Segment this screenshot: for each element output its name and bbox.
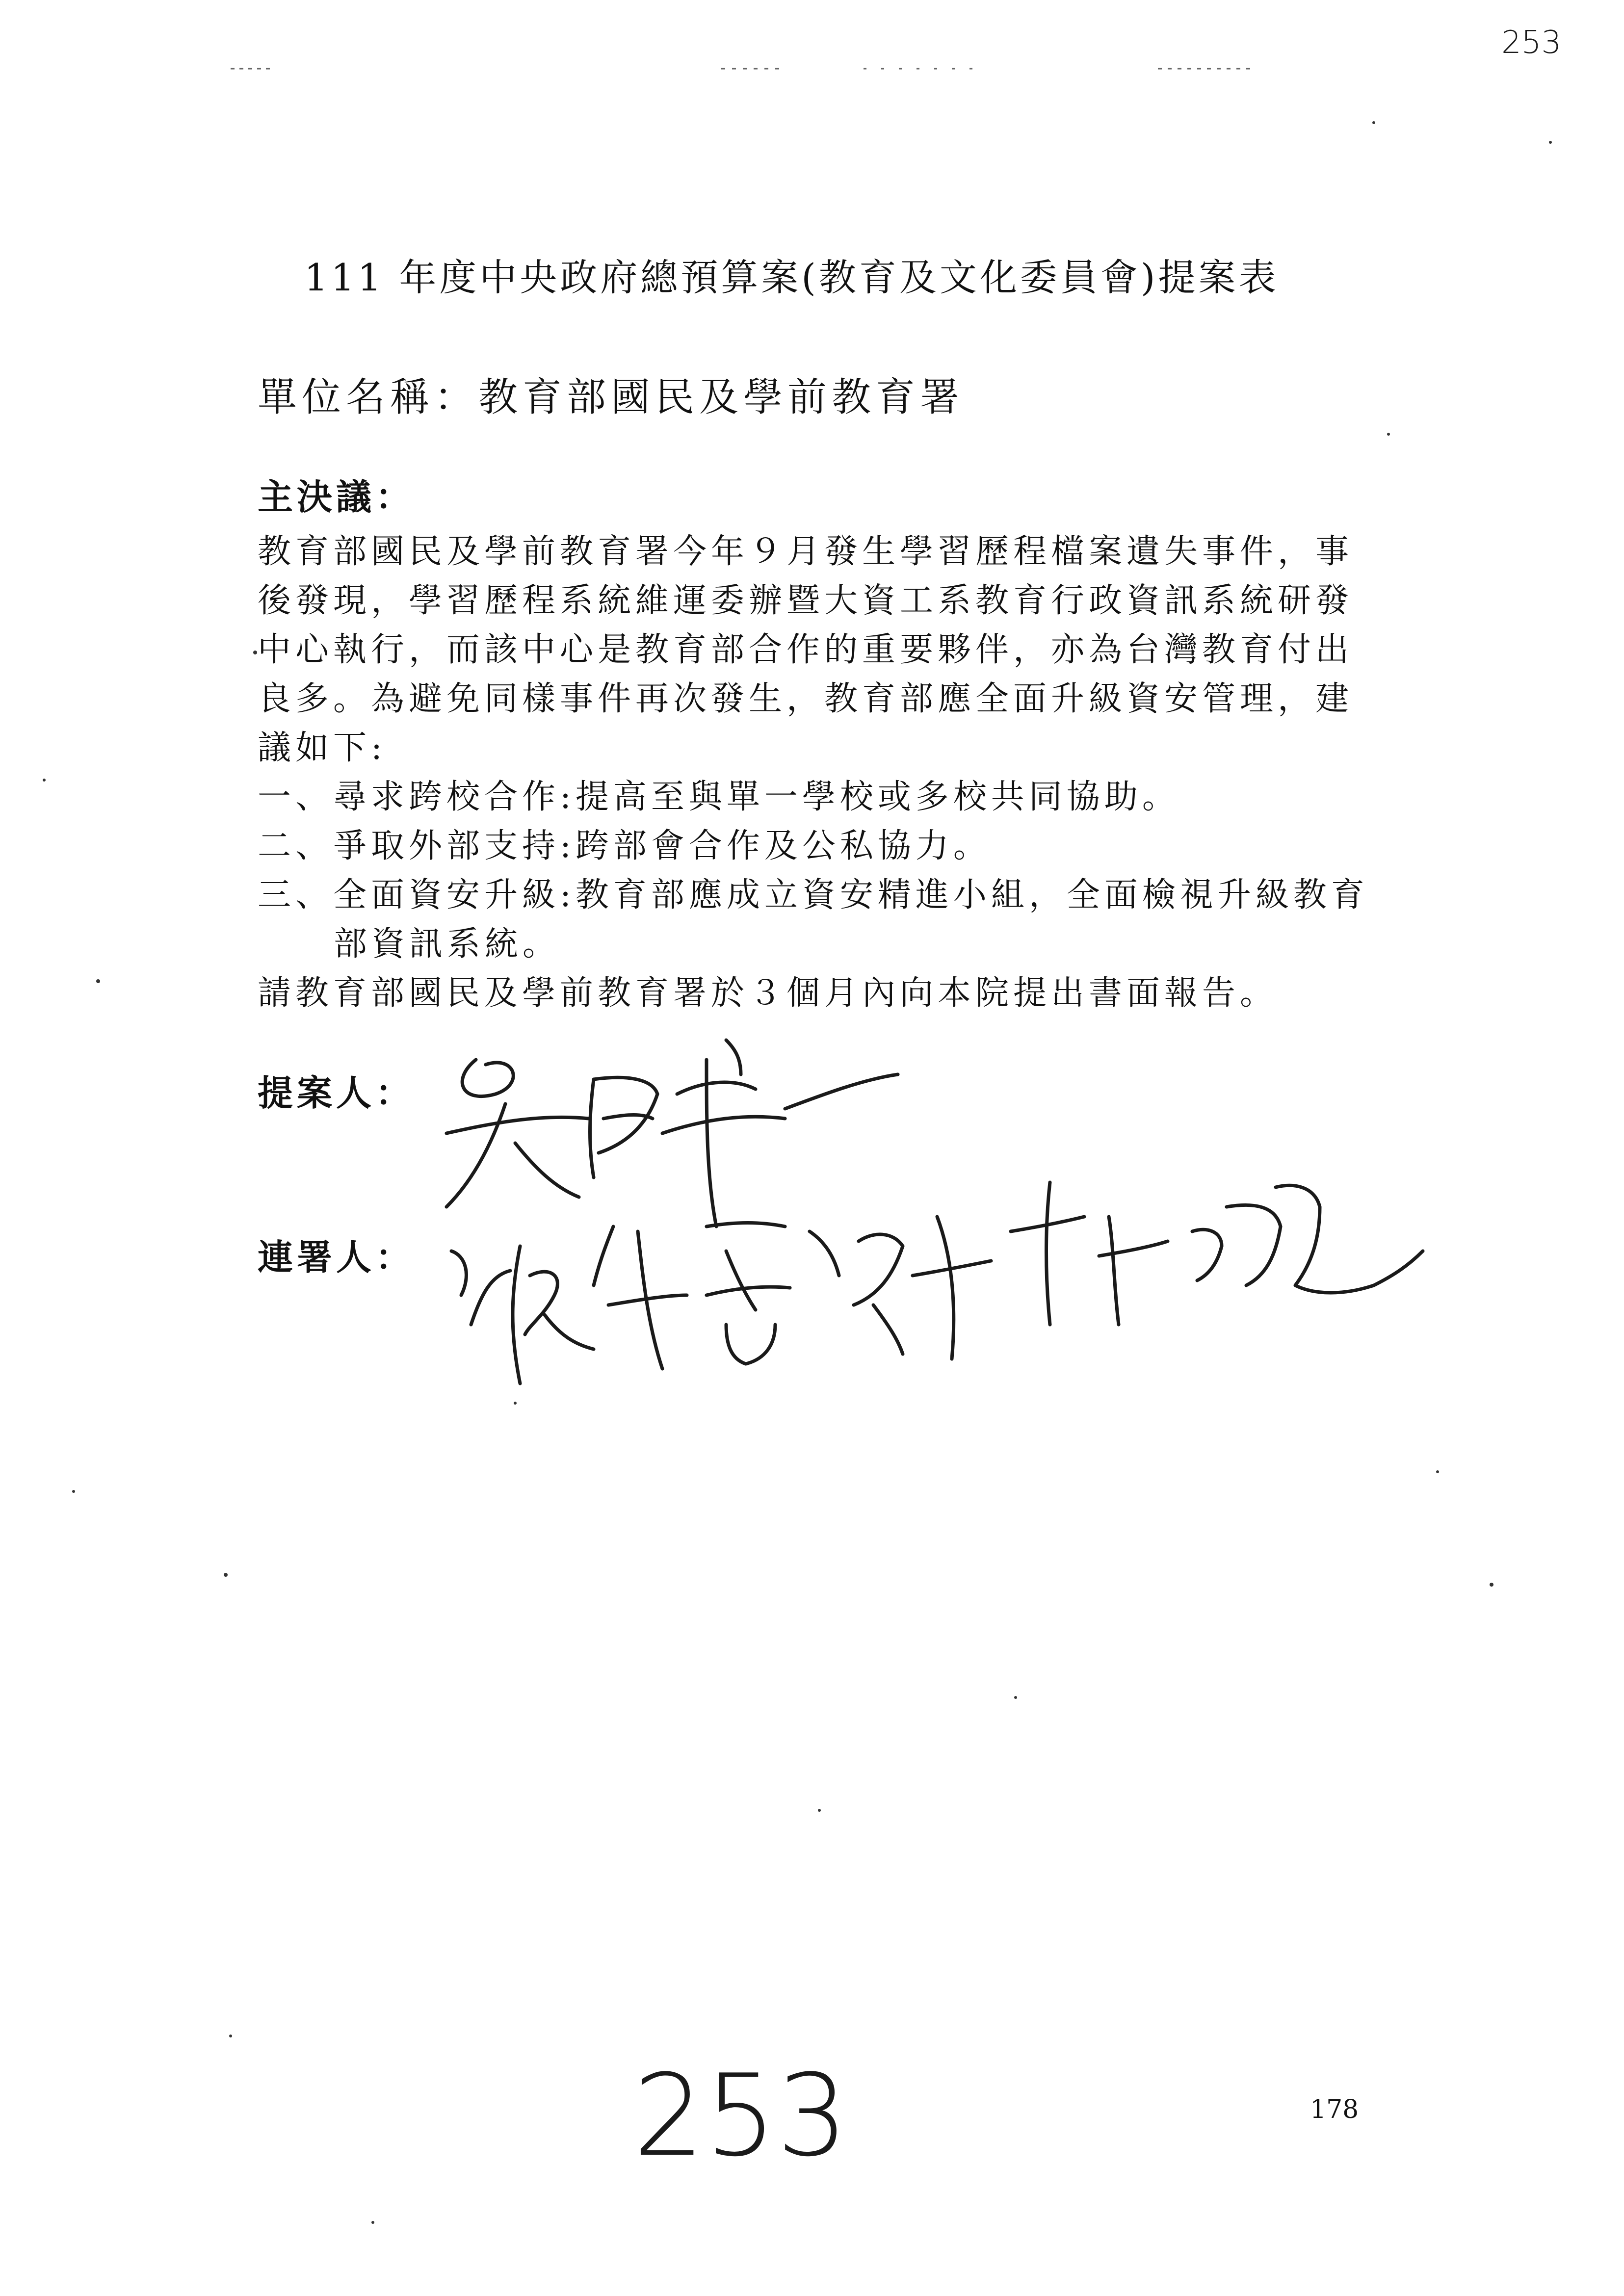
handwritten-signatures xyxy=(432,1020,1438,1437)
resolution-body xyxy=(258,527,1381,1018)
unit-name: 單位名稱：教育部國民及學前教育署 xyxy=(258,374,964,420)
resolution-item: 三、全面資安升級:教育部應成立資安精進小組，全面檢視升級教育部資訊系統。 xyxy=(258,876,1369,964)
resolution-heading: 主決議： xyxy=(258,476,415,518)
resolution-item: 二、爭取外部支持:跨部會合作及公私協力。 xyxy=(258,827,991,865)
resolution-item: 一、尋求跨校合作:提高至與單一學校或多校共同協助。 xyxy=(258,778,1180,816)
resolution-closing: 請教育部國民及學前教育署於３個月內向本院提出書面報告。 xyxy=(258,974,1278,1013)
handwritten-bottom-number: 253 xyxy=(633,2051,848,2182)
handwritten-top-number: 253 xyxy=(1501,25,1562,61)
proposer-label: 提案人： xyxy=(258,1072,415,1114)
document-title: 111 年度中央政府總預算案(教育及文化委員會)提案表 xyxy=(304,256,1279,299)
page-number: 178 xyxy=(1310,2095,1359,2124)
cosigner-label: 連署人： xyxy=(258,1236,415,1278)
resolution-paragraph: 教育部國民及學前教育署今年９月發生學習歷程檔案遺失事件，事後發現，學習歷程系統維運委辦暨大資工系教育行政資訊系統研發中心執行，而該中心是教育部合作的重要夥伴，亦為台灣教育付出良多。為避免同樣事件再次發生，教育部應全面升級資安管理，建議如下: xyxy=(258,532,1354,767)
